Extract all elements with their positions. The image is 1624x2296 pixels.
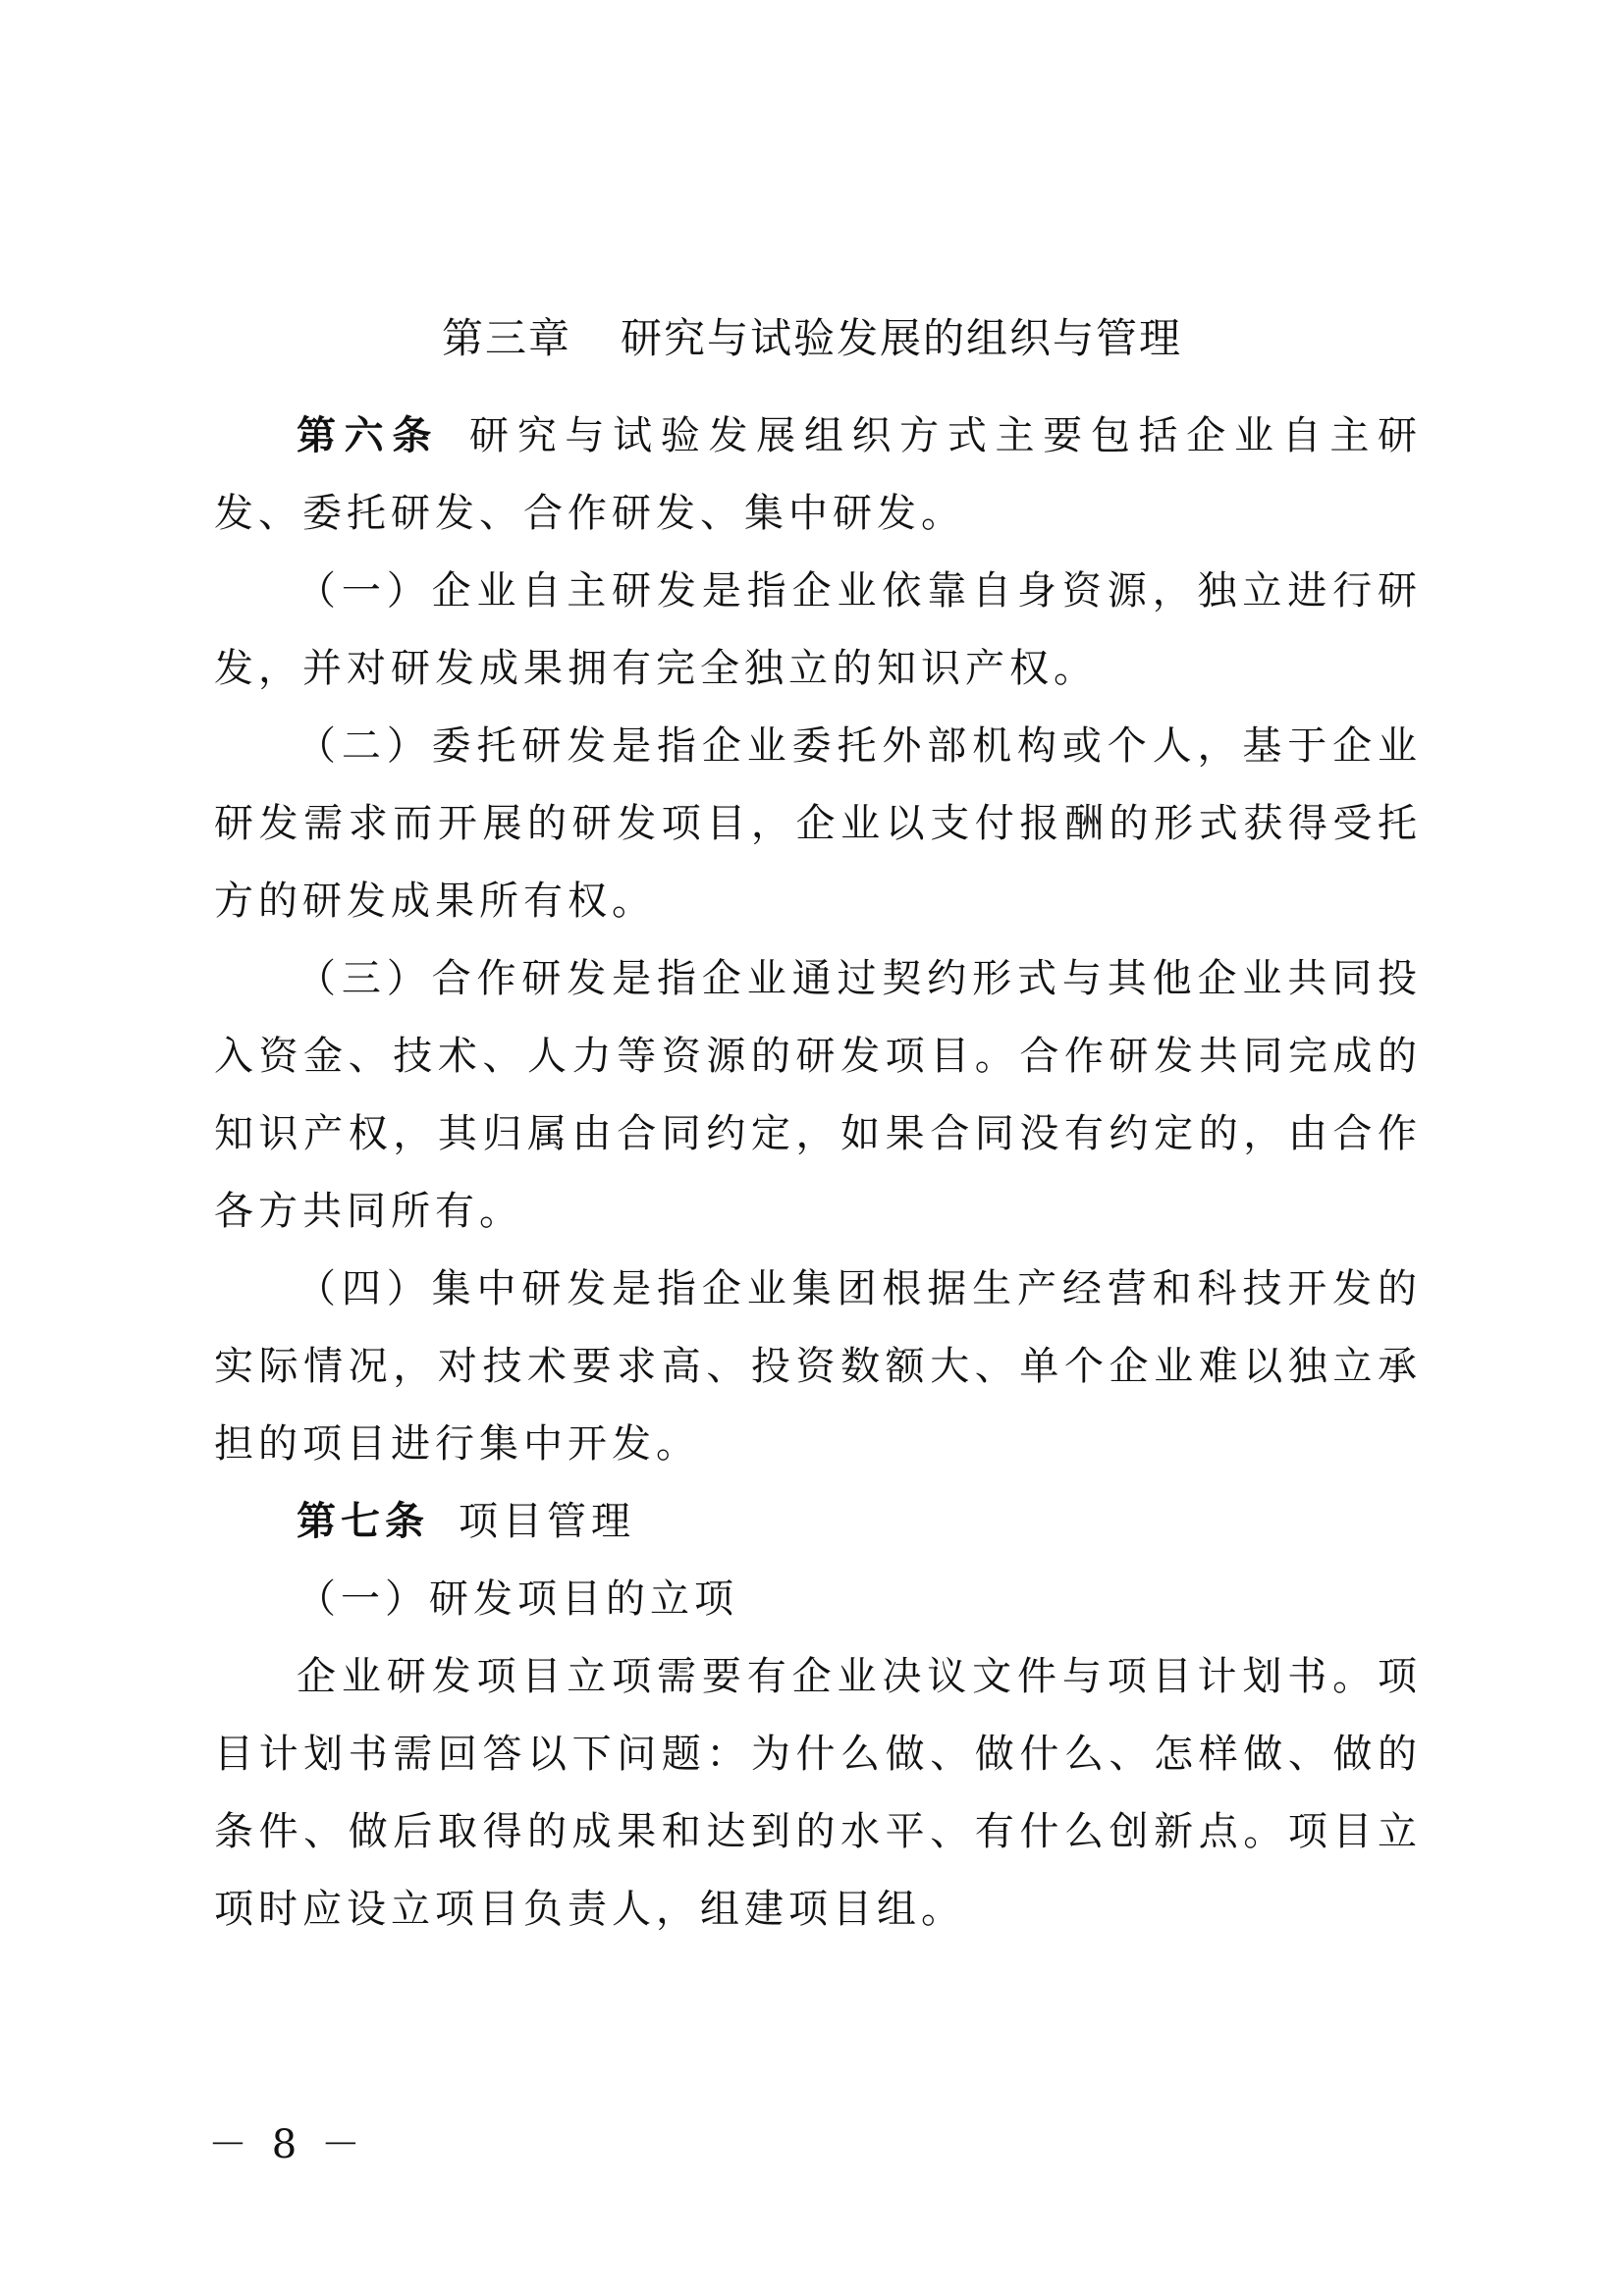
chapter-heading: [0, 299, 1624, 378]
article-7-text: 项目管理: [459, 1499, 635, 1544]
article-6-item-1: （一）企业自主研发是指企业依靠自身资源，独立进行研发，并对研发成果拥有完全独立的知识产权。: [214, 568, 1422, 691]
article-6-item-3: （三）合作研发是指企业通过契约形式与其他企业共同投入资金、技术、人力等资源的研发项目。合作研发共同完成的知识产权，其归属由合同约定，如果合同没有约定的，由合作各方共同所有。: [214, 956, 1422, 1234]
body-text: [214, 398, 1422, 1949]
chapter-title: 研究与试验发展的组织与管理: [621, 314, 1183, 362]
chapter-number: 第三章: [441, 314, 571, 362]
article-7: [214, 1483, 1422, 1561]
article-6-text: 研究与试验发展组织方式主要包括企业自主研发、委托研发、合作研发、集中研发。: [214, 413, 1423, 536]
article-7-paragraph: 企业研发项目立项需要有企业决议文件与项目计划书。项目计划书需回答以下问题：为什么做、做什么、怎样做、做的条件、做后取得的成果和达到的水平、有什么创新点。项目立项时应设立项目负责人，组建项目组。: [214, 1654, 1422, 1932]
article-6-item-4: （四）集中研发是指企业集团根据生产经营和科技开发的实际情况，对技术要求高、投资数额大、单个企业难以独立承担的项目进行集中开发。: [214, 1266, 1422, 1467]
article-6: [214, 398, 1422, 553]
page-number: － 8 －: [208, 2122, 366, 2167]
article-6-item-2: （二）委托研发是指企业委托外部机构或个人，基于企业研发需求而开展的研发项目，企业以支付报酬的形式获得受托方的研发成果所有权。: [214, 723, 1422, 924]
article-6-label: 第六条: [297, 413, 441, 458]
article-7-subheading: （一）研发项目的立项: [297, 1576, 738, 1622]
article-7-label: 第七条: [297, 1499, 429, 1544]
